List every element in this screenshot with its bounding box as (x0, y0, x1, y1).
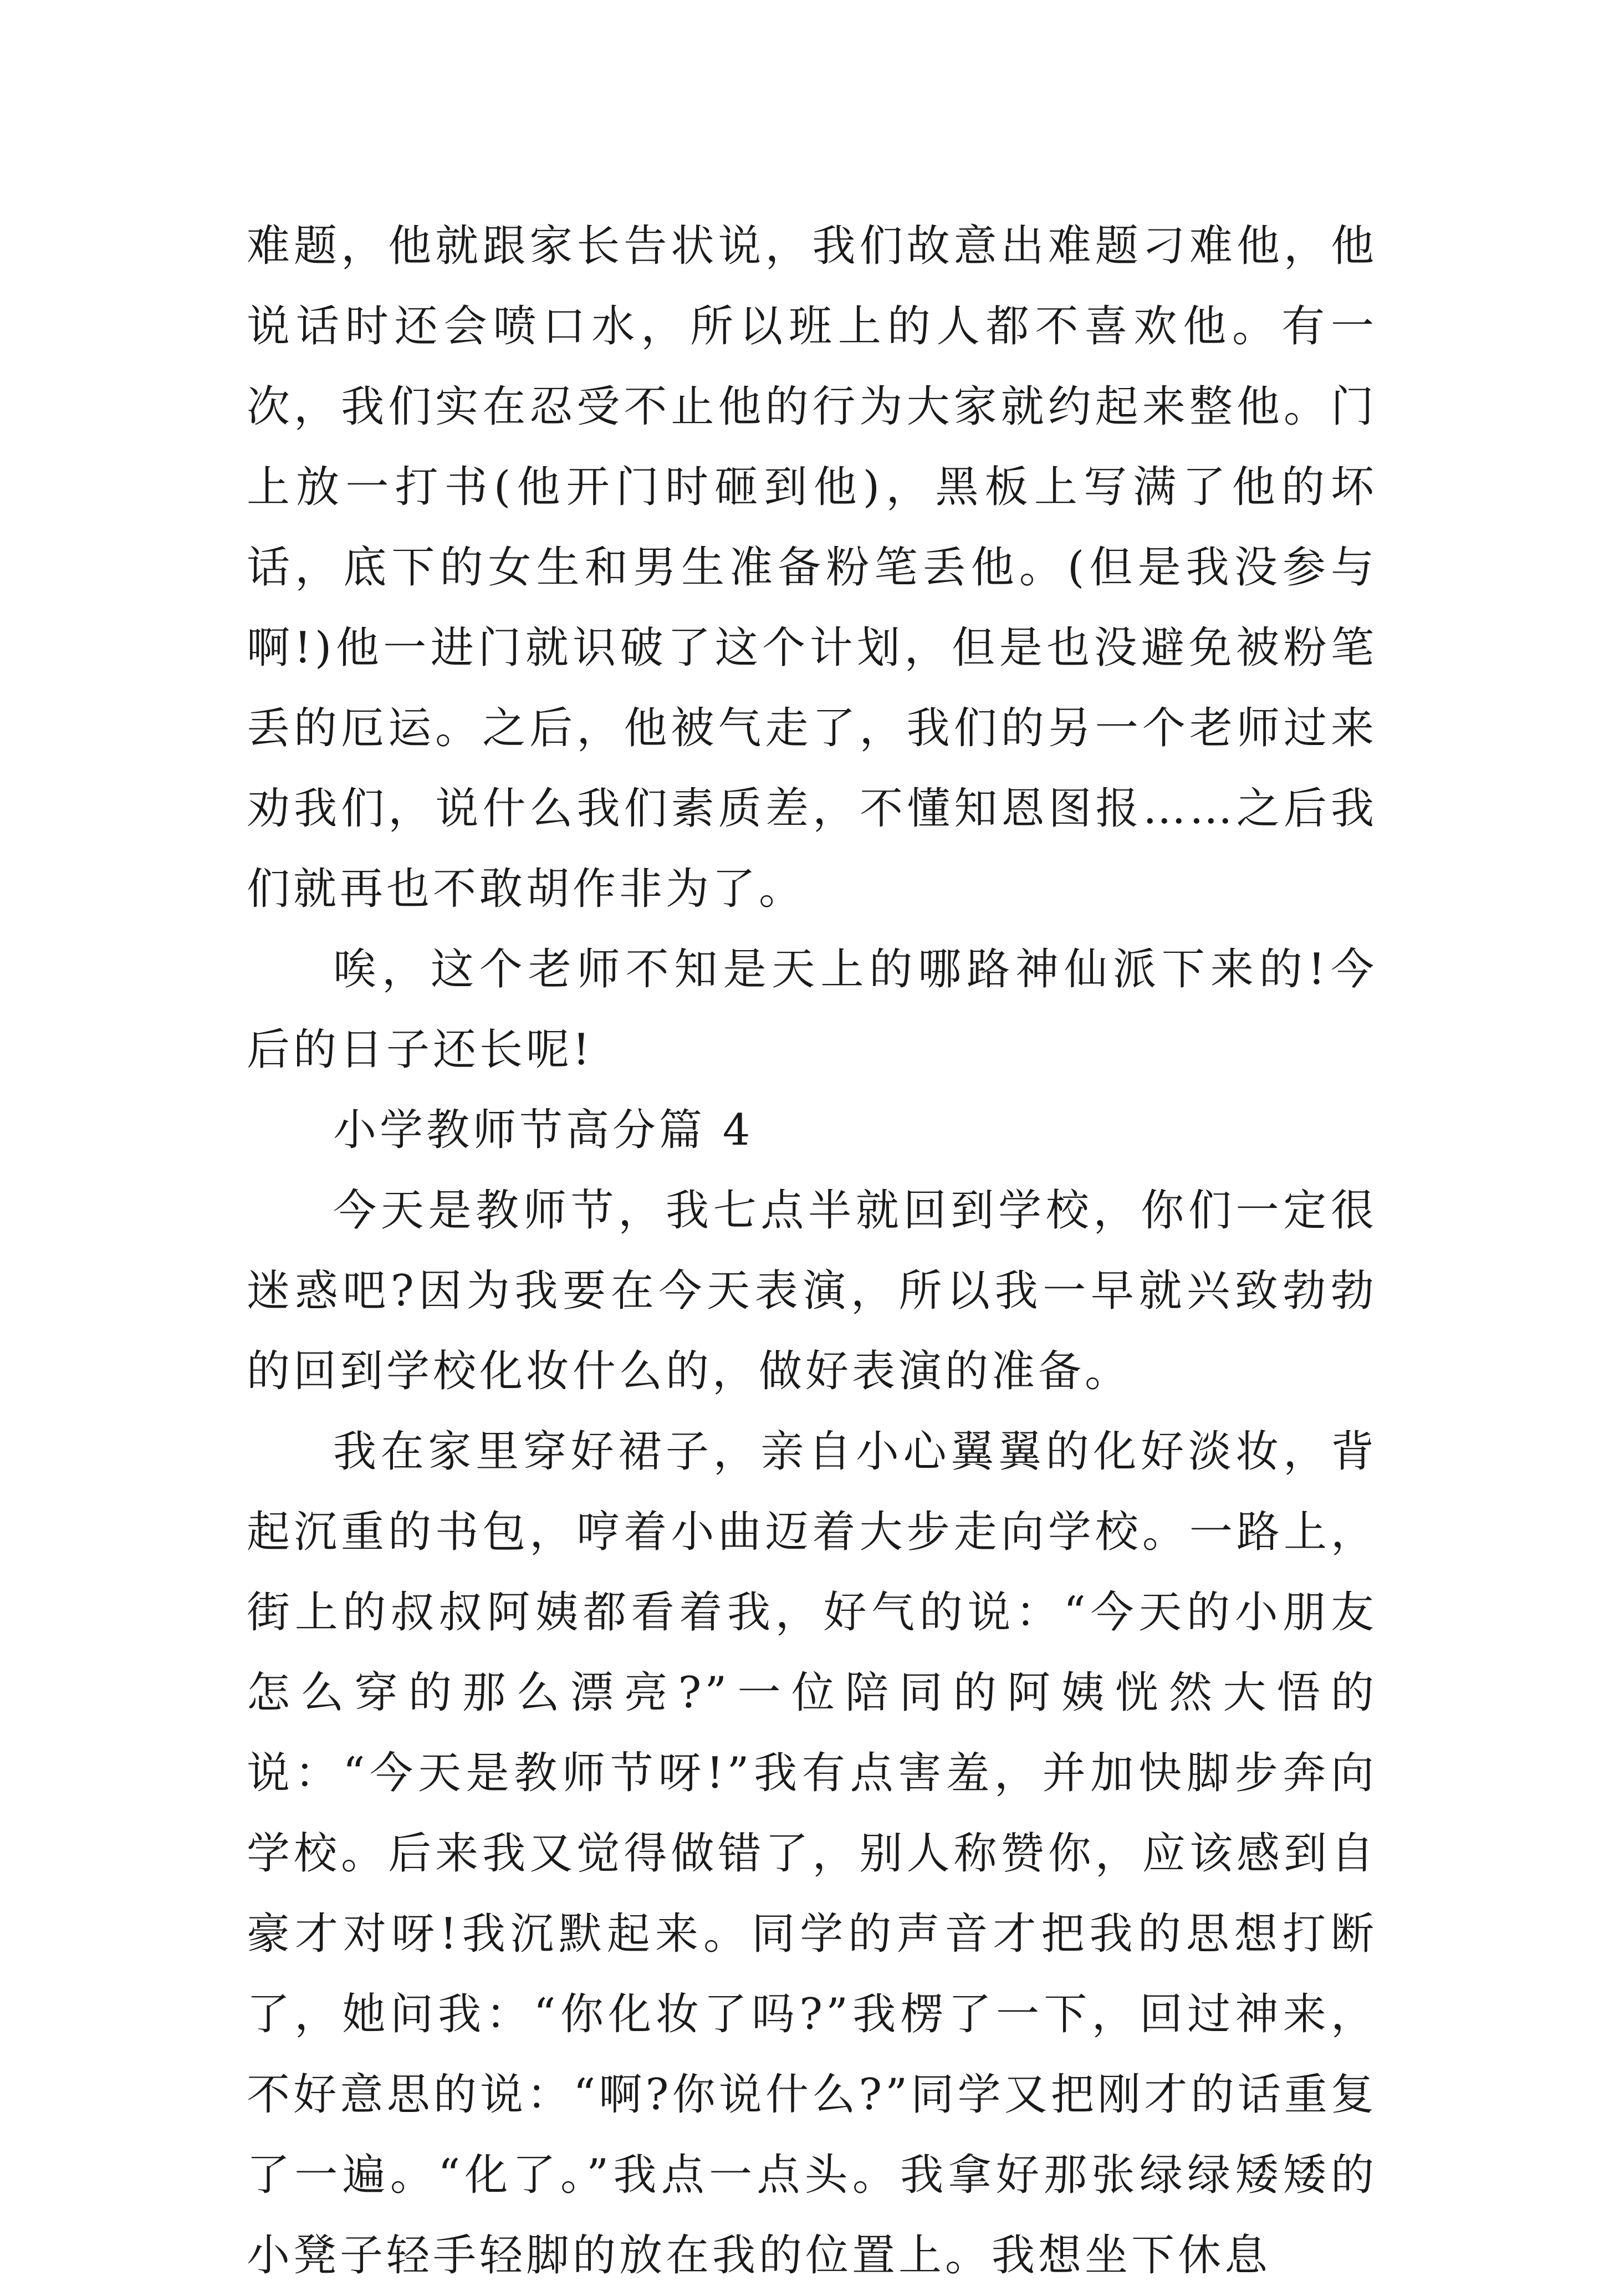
section-heading: 小学教师节高分篇 4 (333, 1105, 754, 1155)
paragraph-1: 难题，他就跟家长告状说，我们故意出难题刁难他，他说话时还会喷口水，所以班上的人都不喜欢他。有一次，我们实在忍受不止他的行为大家就约起来整他。门上放一打书(他开门时砸到他)，黑板上写满了他的坏话，底下的女生和男生准备粉笔丢他。(但是我没参与啊!)他一进门就识破了这个计划，但是也没避免被粉笔丢的厄运。之后，他被气走了，我们的另一个老师过来劝我们，说什么我们素质差，不懂知恩图报……之后我们就再也不敢胡作非为了。 (247, 221, 1377, 914)
paragraph-3: 今天是教师节，我七点半就回到学校，你们一定很迷惑吧?因为我要在今天表演，所以我一早就兴致勃勃的回到学校化妆什么的，做好表演的准备。 (247, 1186, 1377, 1396)
paragraph-2: 唉，这个老师不知是天上的哪路神仙派下来的!今后的日子还长呢! (247, 945, 1377, 1075)
paragraph-4: 我在家里穿好裙子，亲自小心翼翼的化好淡妆，背起沉重的书包，哼着小曲迈着大步走向学校。一路上，街上的叔叔阿姨都看着我，好气的说：“今天的小朋友怎么穿的那么漂亮?”一位陪同的阿姨恍然大悟的说：“今天是教师节呀!”我有点害羞，并加快脚步奔向学校。后来我又觉得做错了，别人称赞你，应该感到自豪才对呀!我沉默起来。同学的声音才把我的思想打断了，她问我：“你化妆了吗?”我楞了一下，回过神来，不好意思的说：“啊?你说什么?”同学又把刚才的话重复了一遍。“化了。”我点一点头。我拿好那张绿绿矮矮的小凳子轻手轻脚的放在我的位置上。我想坐下休息 (247, 1427, 1377, 2280)
document-body (247, 206, 1377, 2296)
